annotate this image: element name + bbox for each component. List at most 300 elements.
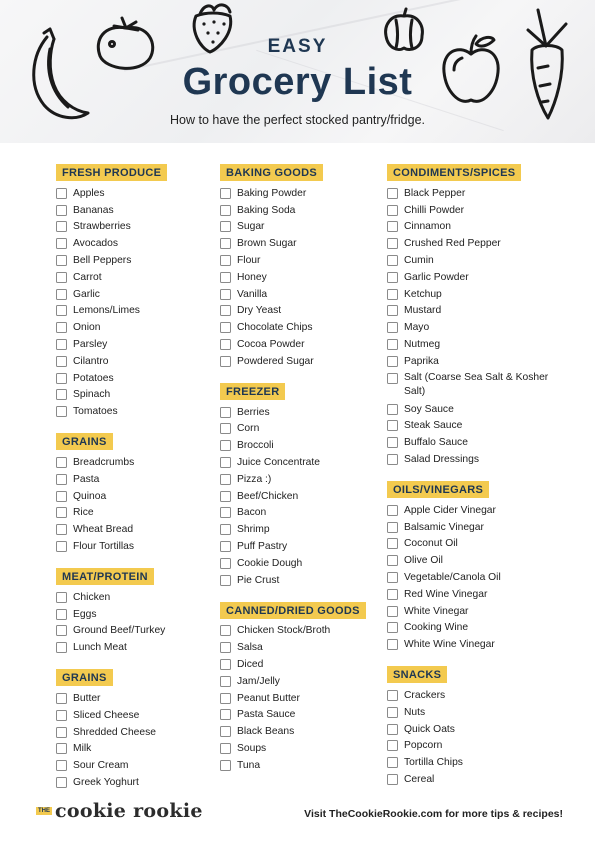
list-item[interactable]: [220, 185, 380, 202]
list-item[interactable]: [56, 741, 206, 758]
item-label: Red Wine Vinegar: [404, 588, 488, 600]
checkbox[interactable]: [387, 221, 398, 232]
section-title: CONDIMENTS/SPICES: [387, 164, 521, 181]
item-label: Chilli Powder: [404, 204, 465, 216]
checkbox[interactable]: [220, 491, 231, 502]
item-label: Lunch Meat: [73, 642, 127, 654]
section-header: [220, 601, 380, 623]
list-item[interactable]: [220, 219, 380, 236]
list-item[interactable]: [56, 185, 206, 202]
list-item[interactable]: [56, 303, 206, 320]
item-label: Popcorn: [404, 740, 443, 752]
item-label: Buffalo Sauce: [404, 437, 468, 449]
checkbox[interactable]: [220, 676, 231, 687]
checkbox[interactable]: [56, 642, 67, 653]
list-item[interactable]: [56, 219, 206, 236]
item-label: Soups: [237, 743, 267, 754]
logo-brand: cookie rookie: [55, 800, 203, 822]
checkbox[interactable]: [220, 474, 231, 485]
checkbox[interactable]: [56, 474, 67, 485]
checkbox[interactable]: [56, 524, 67, 535]
item-label: Chicken Stock/Broth: [237, 625, 331, 637]
item-label: Flour Tortillas: [73, 541, 135, 553]
item-label: Spinach: [73, 389, 111, 401]
list-item[interactable]: [220, 505, 380, 522]
section-header: [387, 163, 567, 185]
list-item[interactable]: [220, 673, 380, 690]
item-label: Milk: [73, 743, 92, 755]
item-label: Pasta Sauce: [237, 709, 296, 721]
checkbox[interactable]: [220, 558, 231, 569]
item-label: Flour: [237, 255, 261, 267]
section-title: GRAINS: [56, 669, 113, 686]
checkbox[interactable]: [387, 505, 398, 516]
item-label: Rice: [73, 507, 94, 519]
section-header: [56, 567, 206, 589]
list-item[interactable]: [387, 687, 567, 704]
item-label: Garlic Powder: [404, 271, 469, 283]
item-label: Apple Cider Vinegar: [404, 504, 496, 516]
checkbox[interactable]: [56, 322, 67, 333]
checkbox[interactable]: [56, 221, 67, 232]
list-item[interactable]: [220, 656, 380, 673]
item-label: Cilantro: [73, 355, 109, 367]
checkbox[interactable]: [56, 592, 67, 603]
item-label: Peanut Butter: [237, 692, 300, 704]
list-item[interactable]: [387, 586, 567, 603]
list-item[interactable]: [56, 589, 206, 606]
item-label: Berries: [237, 406, 270, 418]
checkbox[interactable]: [387, 538, 398, 549]
list-item[interactable]: [56, 252, 206, 269]
item-label: Chicken: [73, 591, 111, 603]
list-item[interactable]: [56, 286, 206, 303]
list-item[interactable]: [220, 404, 380, 421]
list-item[interactable]: [387, 286, 567, 303]
checkbox[interactable]: [56, 188, 67, 199]
list-item[interactable]: [387, 252, 567, 269]
checkbox[interactable]: [56, 760, 67, 771]
item-label: Cinnamon: [404, 221, 451, 233]
list-item[interactable]: [220, 723, 380, 740]
checkbox[interactable]: [220, 339, 231, 350]
checkbox[interactable]: [387, 690, 398, 701]
checkbox[interactable]: [56, 406, 67, 417]
checkbox[interactable]: [387, 622, 398, 633]
list-item[interactable]: [387, 401, 567, 418]
list-item[interactable]: [387, 451, 567, 468]
checkbox[interactable]: [220, 440, 231, 451]
checkbox[interactable]: [220, 709, 231, 720]
item-label: Sugar: [237, 221, 265, 233]
section-title: OILS/VINEGARS: [387, 481, 489, 498]
list-item[interactable]: [220, 454, 380, 471]
item-label: Brown Sugar: [237, 238, 297, 250]
item-label: Coconut Oil: [404, 538, 458, 550]
checkbox[interactable]: [56, 727, 67, 738]
checkbox[interactable]: [56, 541, 67, 552]
checkbox[interactable]: [387, 289, 398, 300]
item-label: Honey: [237, 271, 267, 283]
item-label: White Wine Vinegar: [404, 639, 495, 651]
checkbox[interactable]: [56, 305, 67, 316]
page-title: Grocery List: [182, 61, 413, 103]
section-title: SNACKS: [387, 666, 447, 683]
item-label: Apples: [73, 187, 105, 199]
item-label: Black Beans: [237, 726, 295, 738]
list-item[interactable]: [387, 418, 567, 435]
item-label: Soy Sauce: [404, 403, 454, 415]
item-label: Cocoa Powder: [237, 339, 305, 351]
list-item[interactable]: [387, 536, 567, 553]
list-item[interactable]: [56, 202, 206, 219]
list-item[interactable]: [220, 690, 380, 707]
section-header: [220, 382, 380, 404]
logo-the: THE: [38, 808, 50, 814]
section-header: [220, 163, 380, 185]
item-label: Sliced Cheese: [73, 709, 140, 721]
list-item[interactable]: [387, 434, 567, 451]
item-label: Garlic: [73, 288, 100, 300]
list-item[interactable]: [387, 235, 567, 252]
item-label: Broccoli: [237, 440, 274, 452]
item-label: Tortilla Chips: [404, 757, 463, 769]
list-item[interactable]: [387, 185, 567, 202]
item-label: Quick Oats: [404, 723, 455, 735]
item-label: Pie Crust: [237, 574, 280, 586]
list-item[interactable]: [56, 639, 206, 656]
item-label: Pasta: [73, 473, 100, 485]
checkbox[interactable]: [56, 272, 67, 283]
list-item[interactable]: [220, 521, 380, 538]
checkbox[interactable]: [387, 322, 398, 333]
brand-logo: [36, 800, 203, 822]
checkbox[interactable]: [220, 322, 231, 333]
checkbox[interactable]: [220, 524, 231, 535]
checkbox[interactable]: [56, 457, 67, 468]
section-title: BAKING GOODS: [220, 164, 323, 181]
list-item[interactable]: [220, 303, 380, 320]
list-item[interactable]: [387, 704, 567, 721]
checkbox[interactable]: [387, 356, 398, 367]
item-label: Breadcrumbs: [73, 457, 135, 469]
checkbox[interactable]: [220, 457, 231, 468]
checkbox[interactable]: [220, 238, 231, 249]
checkbox[interactable]: [220, 642, 231, 653]
item-label: Shredded Cheese: [73, 726, 157, 738]
section-title: GRAINS: [56, 433, 113, 450]
item-label: Onion: [73, 322, 101, 334]
checkbox[interactable]: [387, 572, 398, 583]
checkbox[interactable]: [220, 693, 231, 704]
list-item[interactable]: [220, 319, 380, 336]
checkbox[interactable]: [387, 205, 398, 216]
list-item[interactable]: [387, 336, 567, 353]
checkbox[interactable]: [56, 289, 67, 300]
list-item[interactable]: [387, 771, 567, 788]
item-label: Salsa: [237, 642, 263, 654]
item-label: Lemons/Limes: [73, 305, 140, 317]
list-item[interactable]: [387, 202, 567, 219]
item-label: Salt (Coarse Sea Salt & Kosher Salt): [404, 371, 549, 397]
item-label: Powdered Sugar: [237, 355, 314, 367]
checkbox[interactable]: [56, 255, 67, 266]
list-item[interactable]: [387, 319, 567, 336]
item-label: Shrimp: [237, 524, 270, 536]
item-label: Vanilla: [237, 288, 268, 300]
item-label: Salad Dressings: [404, 454, 479, 466]
checkbox[interactable]: [56, 373, 67, 384]
item-label: Olive Oil: [404, 555, 443, 567]
list-column-2: [220, 163, 380, 774]
item-label: Sour Cream: [73, 760, 129, 772]
checkbox[interactable]: [56, 205, 67, 216]
item-label: Vegetable/Canola Oil: [404, 572, 501, 584]
list-item[interactable]: [387, 552, 567, 569]
item-label: Tuna: [237, 759, 261, 771]
checkbox[interactable]: [56, 507, 67, 518]
list-item[interactable]: [220, 252, 380, 269]
item-label: Chocolate Chips: [237, 322, 313, 334]
item-label: Pizza :): [237, 473, 272, 485]
section-header: [56, 668, 206, 690]
checkbox[interactable]: [387, 272, 398, 283]
list-item[interactable]: [220, 421, 380, 438]
checkbox[interactable]: [220, 743, 231, 754]
checkbox[interactable]: [220, 188, 231, 199]
item-label: Crushed Red Pepper: [404, 238, 501, 250]
list-item[interactable]: [387, 353, 567, 370]
checkbox[interactable]: [56, 777, 67, 788]
checkbox[interactable]: [387, 707, 398, 718]
list-item[interactable]: [220, 336, 380, 353]
list-item[interactable]: [56, 690, 206, 707]
list-item[interactable]: [56, 454, 206, 471]
item-label: Corn: [237, 423, 260, 435]
list-item[interactable]: [56, 521, 206, 538]
list-item[interactable]: [56, 774, 206, 791]
checkbox[interactable]: [56, 710, 67, 721]
list-item[interactable]: [56, 757, 206, 774]
item-label: Balsamic Vinegar: [404, 521, 484, 533]
checkbox[interactable]: [387, 589, 398, 600]
checkbox[interactable]: [56, 389, 67, 400]
list-item[interactable]: [220, 286, 380, 303]
list-item[interactable]: [387, 370, 567, 401]
checkbox[interactable]: [220, 575, 231, 586]
checkbox[interactable]: [387, 740, 398, 751]
item-label: Mayo: [404, 322, 430, 334]
checkbox[interactable]: [387, 188, 398, 199]
list-item[interactable]: [56, 707, 206, 724]
list-item[interactable]: [56, 606, 206, 623]
checkbox[interactable]: [220, 272, 231, 283]
list-item[interactable]: [220, 555, 380, 572]
checkbox[interactable]: [56, 238, 67, 249]
list-item[interactable]: [56, 336, 206, 353]
checkbox[interactable]: [387, 255, 398, 266]
section-title: CANNED/DRIED GOODS: [220, 602, 366, 619]
checkbox[interactable]: [387, 522, 398, 533]
item-label: Cereal: [404, 774, 435, 785]
item-label: Paprika: [404, 355, 439, 367]
section-title: FRESH PRODUCE: [56, 164, 167, 181]
item-label: Eggs: [73, 608, 97, 620]
item-label: Jam/Jelly: [237, 675, 280, 687]
checkbox[interactable]: [56, 339, 67, 350]
checkbox[interactable]: [387, 757, 398, 768]
checkbox[interactable]: [387, 639, 398, 650]
list-item[interactable]: [220, 639, 380, 656]
item-label: Baking Powder: [237, 187, 307, 199]
list-column-1: [56, 163, 206, 791]
item-label: Cookie Dough: [237, 557, 303, 569]
checkbox[interactable]: [220, 423, 231, 434]
list-item[interactable]: [387, 269, 567, 286]
list-item[interactable]: [56, 370, 206, 387]
item-label: Ketchup: [404, 288, 442, 300]
list-item[interactable]: [220, 437, 380, 454]
list-item[interactable]: [56, 387, 206, 404]
list-item[interactable]: [387, 636, 567, 653]
item-label: Nuts: [404, 706, 426, 718]
item-label: Avocados: [73, 238, 119, 250]
list-item[interactable]: [220, 572, 380, 589]
item-label: Puff Pastry: [237, 541, 288, 553]
list-item[interactable]: [56, 235, 206, 252]
section-header: [56, 432, 206, 454]
checkbox[interactable]: [387, 606, 398, 617]
list-item[interactable]: [220, 707, 380, 724]
checkbox[interactable]: [387, 238, 398, 249]
list-item[interactable]: [387, 603, 567, 620]
checkbox[interactable]: [387, 420, 398, 431]
checkbox[interactable]: [220, 221, 231, 232]
item-label: White Vinegar: [404, 605, 469, 617]
list-item[interactable]: [387, 569, 567, 586]
checkbox[interactable]: [220, 507, 231, 518]
checkbox[interactable]: [220, 760, 231, 771]
checkbox[interactable]: [56, 609, 67, 620]
checkbox[interactable]: [220, 625, 231, 636]
item-label: Black Pepper: [404, 187, 466, 199]
checkbox[interactable]: [387, 724, 398, 735]
item-label: Quinoa: [73, 490, 107, 502]
checkbox[interactable]: [387, 454, 398, 465]
checkbox[interactable]: [220, 289, 231, 300]
title-eyebrow: EASY: [267, 36, 328, 57]
section-header: [387, 480, 567, 502]
list-item[interactable]: [56, 623, 206, 640]
list-item[interactable]: [387, 620, 567, 637]
checkbox[interactable]: [387, 373, 398, 384]
item-label: Baking Soda: [237, 204, 296, 216]
list-item[interactable]: [387, 519, 567, 536]
item-label: Steak Sauce: [404, 420, 463, 432]
list-item[interactable]: [56, 471, 206, 488]
list-item[interactable]: [220, 202, 380, 219]
item-label: Carrot: [73, 271, 102, 283]
list-item[interactable]: [56, 269, 206, 286]
checkbox[interactable]: [56, 625, 67, 636]
item-label: Beef/Chicken: [237, 490, 299, 502]
list-item[interactable]: [220, 623, 380, 640]
list-column-3: [387, 163, 567, 788]
checkbox[interactable]: [220, 726, 231, 737]
checkbox[interactable]: [220, 205, 231, 216]
item-label: Mustard: [404, 305, 442, 317]
checkbox[interactable]: [387, 555, 398, 566]
list-item[interactable]: [56, 403, 206, 420]
checkbox[interactable]: [220, 407, 231, 418]
section-header: [56, 163, 206, 185]
checkbox[interactable]: [220, 356, 231, 367]
list-item[interactable]: [220, 740, 380, 757]
item-label: Butter: [73, 693, 101, 705]
item-label: Bell Peppers: [73, 255, 132, 267]
checkbox[interactable]: [387, 305, 398, 316]
checkbox[interactable]: [56, 743, 67, 754]
checkbox[interactable]: [56, 693, 67, 704]
item-label: Dry Yeast: [237, 305, 282, 317]
list-item[interactable]: [56, 505, 206, 522]
list-item[interactable]: [56, 353, 206, 370]
item-label: Diced: [237, 659, 264, 671]
item-label: Nutmeg: [404, 339, 441, 351]
item-label: Tomatoes: [73, 406, 118, 418]
checkbox[interactable]: [387, 404, 398, 415]
list-item[interactable]: [387, 219, 567, 236]
item-label: Strawberries: [73, 221, 131, 233]
list-item[interactable]: [387, 721, 567, 738]
checkbox[interactable]: [220, 255, 231, 266]
item-label: Potatoes: [73, 372, 114, 384]
checkbox[interactable]: [387, 339, 398, 350]
checkbox[interactable]: [56, 356, 67, 367]
list-item[interactable]: [56, 538, 206, 555]
list-item[interactable]: [220, 488, 380, 505]
page-subtitle: How to have the perfect stocked pantry/fridge.: [170, 113, 425, 127]
item-label: Juice Concentrate: [237, 457, 320, 469]
item-label: Cumin: [404, 255, 434, 267]
list-item[interactable]: [387, 754, 567, 771]
checkbox[interactable]: [387, 774, 398, 785]
item-label: Wheat Bread: [73, 524, 134, 536]
list-item[interactable]: [56, 724, 206, 741]
list-item[interactable]: [220, 269, 380, 286]
list-item[interactable]: [56, 488, 206, 505]
list-item[interactable]: [220, 471, 380, 488]
section-title: FREEZER: [220, 383, 285, 400]
checkbox[interactable]: [220, 305, 231, 316]
checkbox[interactable]: [387, 437, 398, 448]
list-item[interactable]: [220, 538, 380, 555]
section-header: [387, 665, 567, 687]
item-label: Bananas: [73, 204, 114, 216]
item-label: Ground Beef/Turkey: [73, 625, 166, 637]
checkbox[interactable]: [220, 541, 231, 552]
list-item[interactable]: [56, 319, 206, 336]
list-item[interactable]: [220, 235, 380, 252]
list-item[interactable]: [387, 738, 567, 755]
checkbox[interactable]: [220, 659, 231, 670]
list-item[interactable]: [387, 502, 567, 519]
checkbox[interactable]: [56, 491, 67, 502]
list-item[interactable]: [387, 303, 567, 320]
list-item[interactable]: [220, 353, 380, 370]
list-item[interactable]: [220, 757, 380, 774]
item-label: Parsley: [73, 339, 108, 351]
